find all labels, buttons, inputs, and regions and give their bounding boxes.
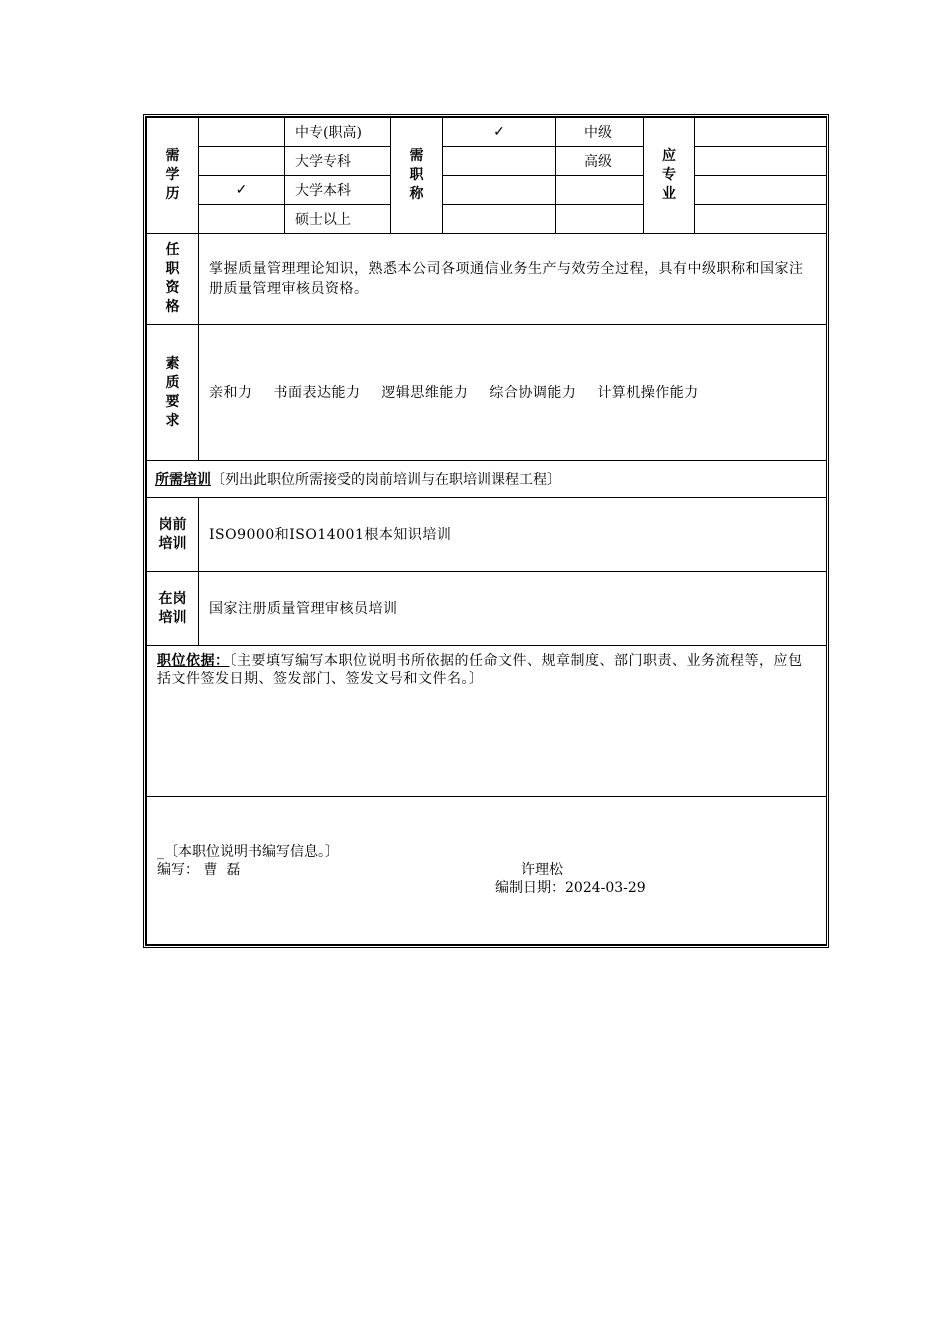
footer-cell — [147, 797, 827, 945]
education-option-3: 硕士以上 — [285, 205, 391, 234]
quality-row — [147, 325, 827, 461]
training-note: 〔列出此职位所需接受的岗前培训与在职培训课程工程〕 — [211, 472, 561, 488]
education-header-text: 需学历 — [165, 148, 180, 202]
quality-item: 计算机操作能力 — [597, 384, 699, 401]
education-header — [147, 118, 199, 234]
education-check-2[interactable]: ✓ — [199, 176, 285, 205]
pre-training-header-text: 岗前培训 — [158, 516, 187, 552]
basis-cell — [147, 646, 827, 797]
pre-training-text: ISO9000和ISO14001根本知识培训 — [199, 498, 827, 572]
onjob-training-text: 国家注册质量管理审核员培训 — [199, 572, 827, 646]
requirements-row-2 — [147, 147, 827, 176]
education-check-0[interactable] — [199, 118, 285, 147]
quality-items — [199, 325, 827, 461]
training-label: 所需培训 — [155, 472, 211, 488]
quality-item: 书面表达能力 — [273, 384, 361, 401]
title-option-1: 高级 — [556, 147, 644, 176]
requirements-row-4 — [147, 205, 827, 234]
author-name: 曹 磊 — [203, 862, 241, 878]
reviewer-name: 许理松 — [521, 862, 563, 878]
title-check-0[interactable]: ✓ — [443, 118, 556, 147]
footer-row — [147, 797, 827, 945]
date-value: 2024-03-29 — [565, 880, 646, 896]
quality-header-text: 素质要求 — [165, 355, 180, 429]
education-option-2: 大学本科 — [285, 176, 391, 205]
quality-header — [147, 325, 199, 461]
title-option-3 — [556, 205, 644, 234]
title-header-text: 需职称 — [409, 148, 424, 202]
quality-item: 亲和力 — [209, 384, 253, 401]
onjob-training-header-text: 在岗培训 — [158, 590, 187, 626]
title-check-1[interactable] — [443, 147, 556, 176]
job-description-document — [143, 114, 829, 948]
basis-text: 〔主要填写编写本职位说明书所依据的任命文件、规章制度、部门职责、业务流程等，应包括文件签发日期、签发部门、签发文号和文件名。〕 — [157, 653, 803, 687]
training-header — [147, 461, 827, 498]
quality-item: 综合协调能力 — [489, 384, 577, 401]
major-header-text: 应专业 — [662, 148, 676, 202]
pre-training-header — [147, 498, 199, 572]
onjob-training-row — [147, 572, 827, 646]
major-cell-0[interactable] — [695, 118, 827, 147]
education-option-1: 大学专科 — [285, 147, 391, 176]
qualification-row — [147, 234, 827, 325]
requirements-row-1 — [147, 118, 827, 147]
title-option-2 — [556, 176, 644, 205]
qualification-header-text: 任职资格 — [165, 242, 180, 315]
basis-label: 职位依据： — [157, 653, 230, 669]
qualification-text: 掌握质量管理理论知识，熟悉本公司各项通信业务生产与效劳全过程，具有中级职称和国家注册质量管理审核员资格。 — [199, 234, 827, 325]
title-check-3[interactable] — [443, 205, 556, 234]
footer-note: _〔本职位说明书编写信息。〕 — [157, 844, 339, 860]
basis-row — [147, 646, 827, 797]
document-frame — [143, 114, 829, 948]
title-header — [391, 118, 443, 234]
job-description-table — [146, 117, 827, 945]
requirements-row-3 — [147, 176, 827, 205]
title-option-0: 中级 — [556, 118, 644, 147]
major-cell-3[interactable] — [695, 205, 827, 234]
education-check-1[interactable] — [199, 147, 285, 176]
major-header — [644, 118, 695, 234]
onjob-training-header — [147, 572, 199, 646]
quality-item: 逻辑思维能力 — [381, 384, 469, 401]
date-label: 编制日期： — [495, 880, 565, 896]
major-cell-1[interactable] — [695, 147, 827, 176]
pre-training-row — [147, 498, 827, 572]
qualification-header — [147, 234, 199, 325]
education-option-0: 中专(职高) — [285, 118, 391, 147]
author-label: 编写： — [157, 862, 199, 878]
education-check-3[interactable] — [199, 205, 285, 234]
training-header-row — [147, 461, 827, 498]
major-cell-2[interactable] — [695, 176, 827, 205]
footer-date-line — [157, 879, 816, 903]
title-check-2[interactable] — [443, 176, 556, 205]
